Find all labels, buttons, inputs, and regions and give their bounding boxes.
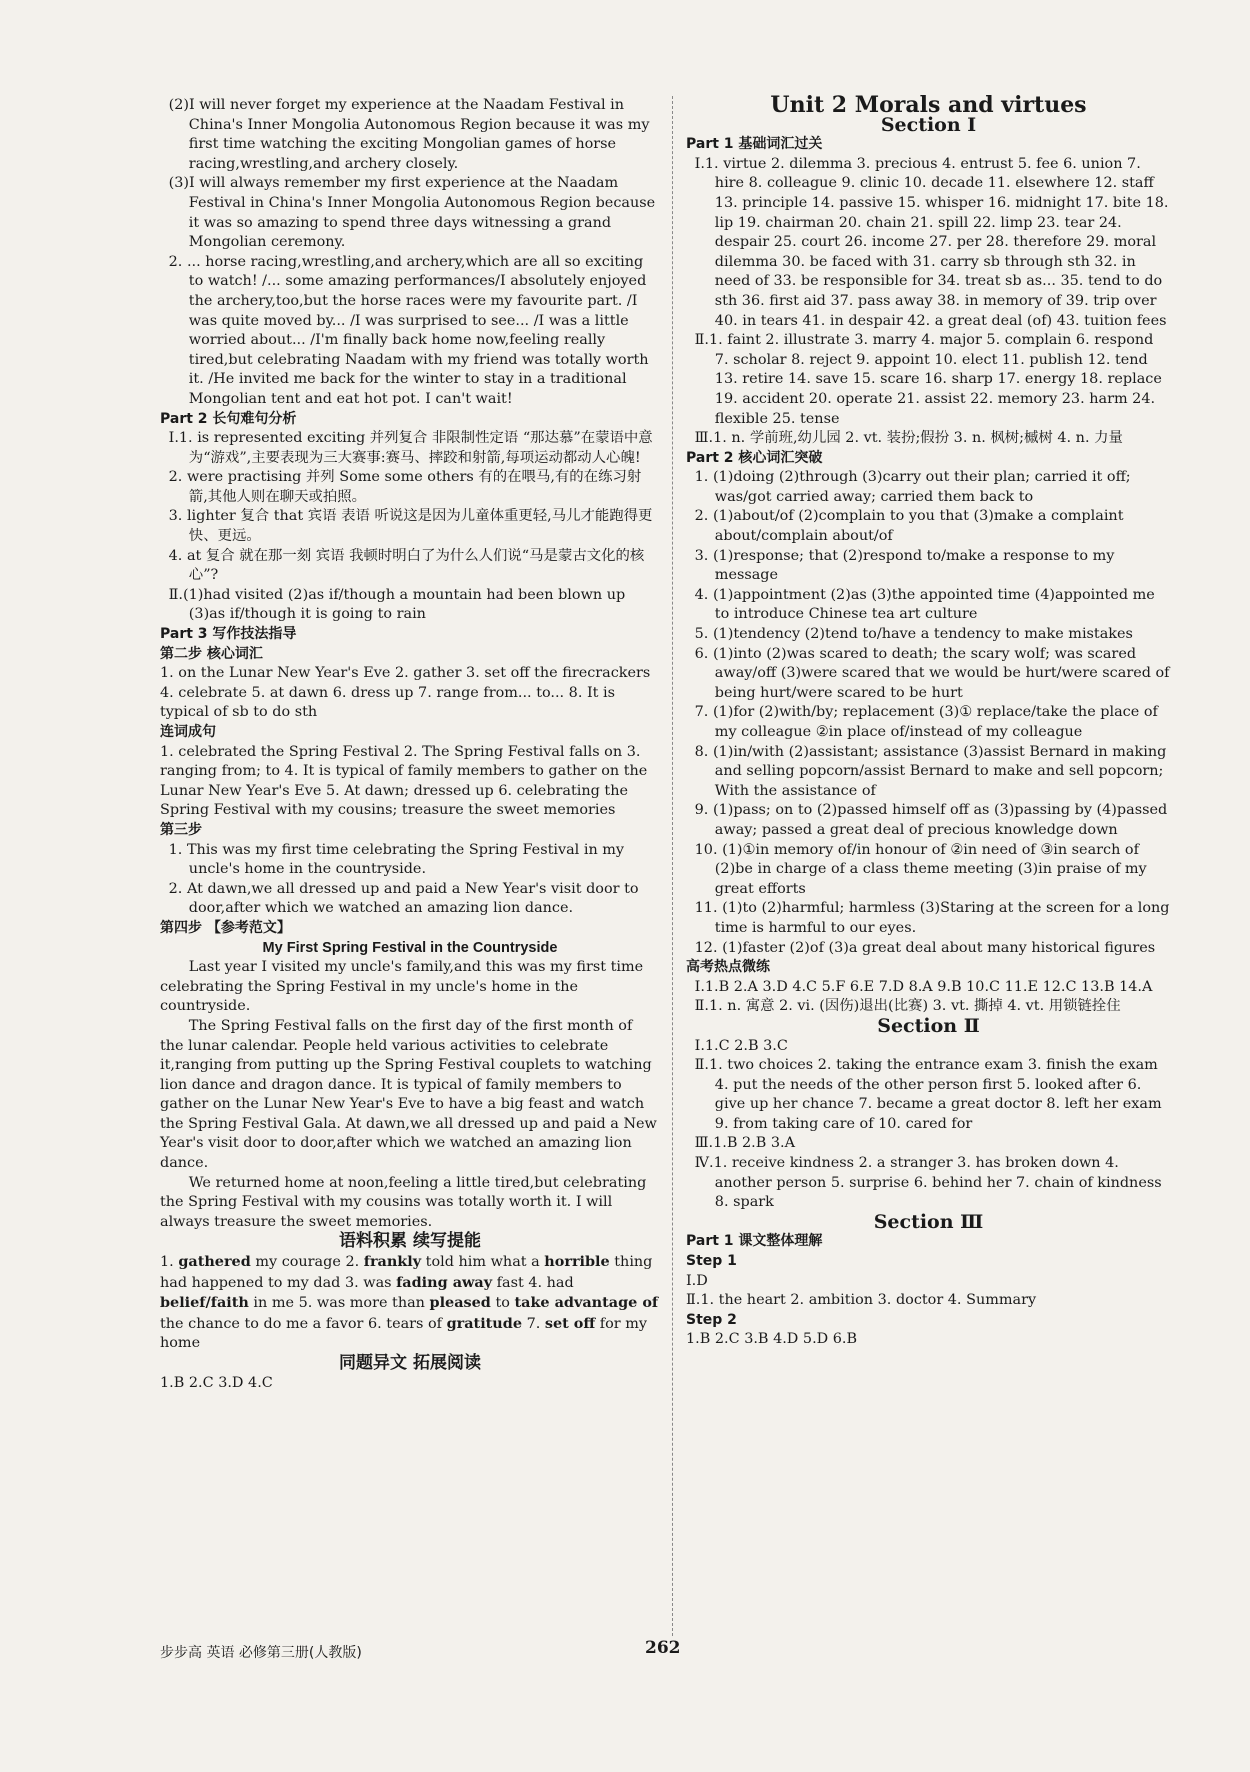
column-divider bbox=[672, 96, 673, 1636]
left-block-24: 同题异文 拓展阅读 bbox=[339, 1353, 481, 1373]
book-footer: 步步高 英语 必修第三册(人教版) bbox=[160, 1645, 362, 1661]
right-block-26: Ⅳ.1. receive kindness 2. a stranger 3. has broken down 4. another person 5. surprise 6. behind her 7. chain of kindness 8. spark bbox=[694, 1155, 1162, 1211]
left-block-1: (3)I will always remember my first experience at the Naadam Festival in China's Inner Mongolia Autonomous Region because it was so amazing to spend three days witnessing a grand Mongolian ceremony. bbox=[168, 175, 656, 251]
left-block-15: 1. This was my first time celebrating the Spring Festival in my uncle's home in the countryside. bbox=[168, 841, 625, 878]
right-block-5: Ⅲ.1. n. 学前班,幼儿园 2. vt. 装扮;假扮 3. n. 枫树;槭树 4. n. 力量 bbox=[694, 430, 1123, 447]
right-block-23: Ⅰ.1.C 2.B 3.C bbox=[694, 1037, 788, 1054]
right-block-16: 10. (1)①in memory of/in honour of ②in need of ③in search of (2)be in charge of a class theme meeting (3)in praise of my great efforts bbox=[694, 841, 1147, 897]
right-block-6: Part 2 核心词汇突破 bbox=[686, 449, 823, 466]
right-block-12: 6. (1)into (2)was scared to death; the scary wolf; was scared away/off (3)were scared that we would be hurt/were scared of being hurt/were scared to be hurt bbox=[694, 645, 1170, 701]
left-block-8: Ⅱ.(1)had visited (2)as if/though a mountain had been blown up (3)as if/though it is going to rain bbox=[168, 586, 626, 623]
left-block-10: 第二步 核心词汇 bbox=[160, 645, 263, 662]
right-block-3: Ⅰ.1. virtue 2. dilemma 3. precious 4. entrust 5. fee 6. union 7. hire 8. colleague 9. clinic 10. decade 11. elsewhere 12. staff 13. principle 14. passive 15. whisper 16. midnight 17. bite 18. lip 19. chairman 20. chain 21. spill 22. limp 23. tear 24. despair 25. court 26. income 27. per 28. therefore 29. moral dilemma 30. be faced with 31. carry sb through sth 32. in need of 33. be responsible for 34. treat sb as... 35. tend to do sth 36. first aid 37. pass away 38. in memory of 39. trip over 40. in tears 41. in despair 42. a great deal (of) 43. tuition fees bbox=[694, 155, 1169, 329]
left-block-11: 1. on the Lunar New Year's Eve 2. gather 3. set off the firecrackers 4. celebrate 5. at dawn 6. dress up 7. range from... to... 8. It is typical of sb to do sth bbox=[160, 665, 651, 721]
left-block-4: Ⅰ.1. is represented exciting 并列复合 非限制性定语 “那达慕”在蒙语中意为“游戏”,主要表现为三大赛事:赛马、摔跤和射箭,每项运动都动人心魄! bbox=[168, 430, 653, 466]
right-block-15: 9. (1)pass; on to (2)passed himself off as (3)passing by (4)passed away; passed a great deal of precious knowledge down bbox=[694, 802, 1168, 838]
left-block-13: 1. celebrated the Spring Festival 2. The Spring Festival falls on 3. ranging from; to 4. It is typical of family members to gather on the Lunar New Year's Eve 5. At dawn; dressed up 6. celebrating the Spring Festival with my cousins; treasure the sweet memories bbox=[160, 743, 648, 819]
right-column bbox=[686, 92, 1171, 1350]
right-block-20: Ⅰ.1.B 2.A 3.D 4.C 5.F 6.E 7.D 8.A 9.B 10.C 11.E 12.C 13.B 14.A bbox=[694, 978, 1153, 995]
left-block-23: 1. gathered my courage 2. frankly told him what a horrible thing had happened to my dad 3. was fading away fast 4. had belief/faith in me 5. was more than pleased to take advantage of the chance to do me a favor 6. tears of gratitude 7. set off for my home bbox=[160, 1253, 659, 1352]
left-block-3: Part 2 长句难句分析 bbox=[160, 410, 297, 427]
left-block-19: Last year I visited my uncle's family,and this was my first time celebrating the Spring Festival in my uncle's home in the countryside. bbox=[160, 959, 644, 1015]
left-block-9: Part 3 写作技法指导 bbox=[160, 626, 297, 643]
right-block-9: 3. (1)response; that (2)respond to/make a response to my message bbox=[694, 547, 1115, 584]
right-block-0: Unit 2 Morals and virtues bbox=[770, 92, 1087, 118]
left-block-20: The Spring Festival falls on the first day of the first month of the lunar calendar. People held various activities to celebrate it,ranging from putting up the Spring Festival couplets to watching lion dance and dragon dance. It is typical of family members to gather on the Lunar New Year's Eve to have a big feast and watch the Spring Festival Gala. At dawn,we all dressed up and paid a New Year's visit door to door,after which we watched an amazing lion dance. bbox=[160, 1017, 657, 1172]
left-block-22: 语料积累 续写提能 bbox=[339, 1231, 481, 1252]
left-block-6: 3. lighter 复合 that 宾语 表语 听说这是因为儿童体重更轻,马儿才能跑得更快、更远。 bbox=[168, 508, 653, 545]
right-block-14: 8. (1)in/with (2)assistant; assistance (3)assist Bernard in making and selling popcorn/assist Bernard to make and sell popcorn; With the assistance of bbox=[694, 743, 1167, 799]
right-block-1: Section Ⅰ bbox=[880, 113, 977, 136]
right-block-24: Ⅱ.1. two choices 2. taking the entrance exam 3. finish the exam 4. put the needs of the other person first 5. looked after 6. give up her chance 7. became a great doctor 8. left her exam 9. from taking care of 10. cared for bbox=[694, 1057, 1162, 1132]
left-block-5: 2. were practising 并列 Some some others 有的在喂马,有的在练习射箭,其他人则在聊天或拍照。 bbox=[168, 469, 642, 505]
left-block-25: 1.B 2.C 3.D 4.C bbox=[160, 1374, 273, 1391]
right-block-22: Section Ⅱ bbox=[877, 1014, 980, 1037]
right-block-31: Ⅱ.1. the heart 2. ambition 3. doctor 4. Summary bbox=[686, 1292, 1037, 1309]
right-block-4: Ⅱ.1. faint 2. illustrate 3. marry 4. major 5. complain 6. respond 7. scholar 8. reject 9. appoint 10. elect 11. publish 12. tend 13. retire 14. save 15. scare 16. sharp 17. energy 18. replace 19. accident 20. operate 21. assist 22. memory 23. harm 24. flexible 25. tense bbox=[694, 332, 1162, 427]
left-block-17: 第四步 【参考范文】 bbox=[160, 919, 291, 936]
left-block-2: 2. ... horse racing,wrestling,and archery,which are all so exciting to watch! /... some amazing performances/I absolutely enjoyed the archery,too,but the horse races were my favourite part. /I was quite moved by... /I was surprised to see... /I was a little worried about... /I'm finally back home now,feeling really tired,but celebrating Naadam with my friend was totally worth it. /He invited me back for the winter to stay in a traditional Mongolian tent and eat hot pot. I can't wait! bbox=[168, 253, 649, 407]
left-column bbox=[160, 96, 660, 1393]
right-block-11: 5. (1)tendency (2)tend to/have a tendency to make mistakes bbox=[694, 626, 1133, 643]
left-block-16: 2. At dawn,we all dressed up and paid a New Year's visit door to door,after which we watched an amazing lion dance. bbox=[168, 880, 639, 917]
right-block-13: 7. (1)for (2)with/by; replacement (3)① replace/take the place of my colleague ②in place of/instead of my colleague bbox=[694, 704, 1158, 740]
right-block-17: 11. (1)to (2)harmful; harmless (3)Staring at the screen for a long time is harmful to our eyes. bbox=[694, 900, 1170, 936]
left-block-18: My First Spring Festival in the Countryside bbox=[262, 939, 558, 956]
right-block-7: 1. (1)doing (2)through (3)carry out their plan; carried it off; was/got carried away; carried them back to bbox=[694, 469, 1131, 505]
right-block-19: 高考热点微练 bbox=[686, 959, 770, 976]
right-block-2: Part 1 基础词汇过关 bbox=[686, 136, 823, 153]
right-block-25: Ⅲ.1.B 2.B 3.A bbox=[694, 1135, 795, 1152]
left-block-7: 4. at 复合 就在那一刻 宾语 我顿时明白了为什么人们说“马是蒙古文化的核心”? bbox=[168, 547, 645, 584]
right-block-28: Part 1 课文整体理解 bbox=[686, 1233, 823, 1250]
left-block-14: 第三步 bbox=[160, 821, 202, 838]
right-block-30: Ⅰ.D bbox=[686, 1272, 708, 1289]
left-block-21: We returned home at noon,feeling a little tired,but celebrating the Spring Festival with my cousins was totally worth it. I will always treasure the sweet memories. bbox=[160, 1174, 647, 1230]
left-block-0: (2)I will never forget my experience at the Naadam Festival in China's Inner Mongolia Autonomous Region because it was my first time watching the exciting Mongolian games of horse racing,wrestling,and archery closely. bbox=[168, 97, 650, 172]
right-block-29: Step 1 bbox=[686, 1253, 737, 1270]
right-block-21: Ⅱ.1. n. 寓意 2. vi. (因伤)退出(比赛) 3. vt. 撕掉 4. vt. 用锁链拴住 bbox=[694, 998, 1121, 1015]
left-block-12: 连词成句 bbox=[160, 724, 216, 740]
right-block-18: 12. (1)faster (2)of (3)a great deal about many historical figures bbox=[694, 939, 1156, 956]
right-block-27: Section Ⅲ bbox=[873, 1210, 984, 1233]
right-block-10: 4. (1)appointment (2)as (3)the appointed time (4)appointed me to introduce Chinese tea art culture bbox=[694, 586, 1155, 623]
right-block-32: Step 2 bbox=[686, 1311, 737, 1328]
page-number: 262 bbox=[645, 1638, 681, 1658]
right-block-33: 1.B 2.C 3.B 4.D 5.D 6.B bbox=[686, 1331, 858, 1348]
right-block-8: 2. (1)about/of (2)complain to you that (3)make a complaint about/complain about/of bbox=[694, 508, 1124, 545]
